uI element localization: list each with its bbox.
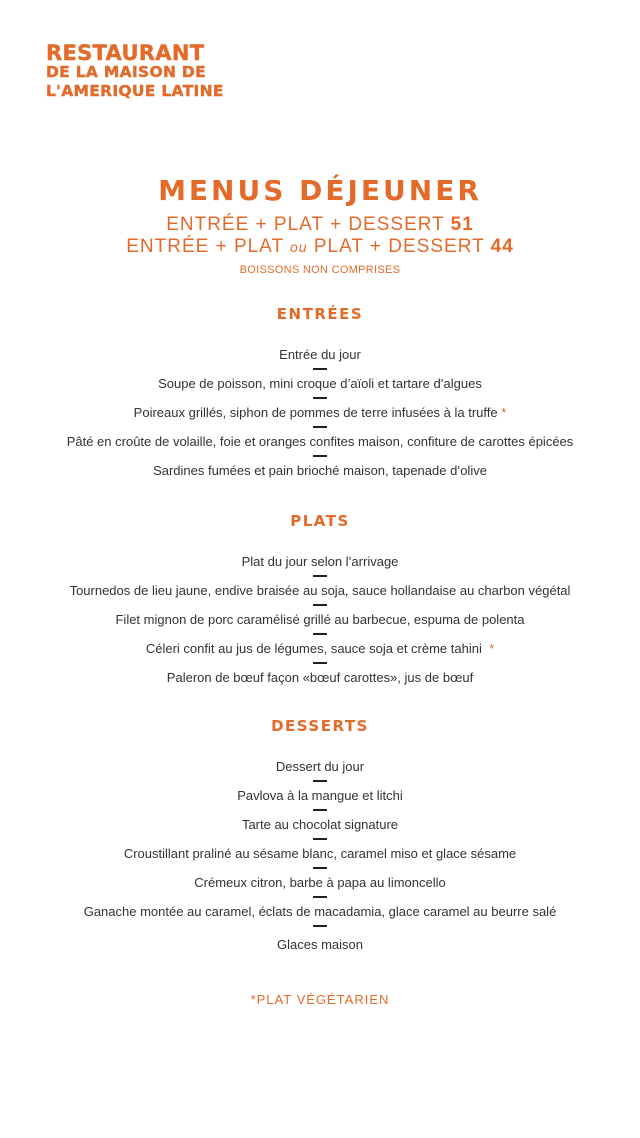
menu-title: MENUS DÉJEUNER (158, 174, 482, 207)
menu-item: Céleri confit au jus de légumes, sauce soja et crème tahini * (145, 641, 495, 656)
menu-item: Crémeux citron, barbe à papa au limoncello (194, 875, 446, 890)
formula-two-course (0, 236, 640, 258)
vegetarian-star: * (501, 405, 507, 420)
logo-line-3: L'AMERIQUE LATINE (46, 82, 224, 100)
vegetarian-star: * (489, 641, 495, 656)
separator-dash (0, 833, 640, 846)
separator-dash (0, 775, 640, 788)
separator-dash (0, 570, 640, 583)
formula-two-part1: ENTRÉE + PLAT (126, 236, 284, 257)
vegetarian-legend (0, 992, 640, 1007)
separator-dash (0, 804, 640, 817)
separator-dash (0, 392, 640, 405)
menu-item: Glaces maison (277, 937, 363, 952)
vegetarian-star: * (250, 992, 257, 1007)
menu-item: Croustillant praliné au sésame blanc, caramel miso et glace sésame (123, 846, 517, 861)
menu-item: Filet mignon de porc caramélisé grillé au barbecue, espuma de polenta (115, 612, 525, 627)
menu-item: Soupe de poisson, mini croque d’aïoli et tartare d’algues (158, 376, 482, 391)
separator-dash (0, 450, 640, 463)
vegetarian-legend-text: PLAT VÉGÉTARIEN (256, 992, 390, 1007)
separator-dash (0, 421, 640, 434)
menu-item: Dessert du jour (275, 759, 365, 774)
formula-full-text: ENTRÉE + PLAT + DESSERT (166, 214, 445, 235)
formula-full-price: 51 (450, 214, 474, 235)
menu-item: Pavlova à la mangue et litchi (237, 788, 403, 803)
menu-item: Sardines fumées et pain brioché maison, tapenade d’olive (153, 463, 487, 478)
menu-item: Ganache montée au caramel, éclats de macadamia, glace caramel au beurre salé (83, 904, 557, 919)
separator-dash (0, 599, 640, 612)
menu-item: Entrée du jour (279, 347, 361, 362)
formula-two-part2: PLAT + DESSERT (313, 236, 485, 257)
drinks-note: BOISSONS NON COMPRISES (239, 264, 401, 276)
section-desserts (0, 717, 640, 953)
logo-line-1: RESTAURANT (46, 41, 205, 65)
menu-item: Tournedos de lieu jaune, endive braisée au soja, sauce hollandaise au charbon végétal (69, 583, 571, 598)
menu-item: Pâté en croûte de volaille, foie et oranges confites maison, confiture de carottes épicées (66, 434, 574, 449)
menu-item: Paleron de bœuf façon «bœuf carottes», jus de bœuf (166, 670, 474, 685)
logo-line-2: DE LA MAISON DE (46, 63, 206, 81)
menu-item: Tarte au chocolat signature (241, 817, 399, 832)
section-entrees (0, 305, 640, 479)
separator-dash (0, 363, 640, 376)
formula-two-price: 44 (490, 236, 514, 257)
menu-item: Poireaux grillés, siphon de pommes de terre infusées à la truffe * (133, 405, 507, 420)
menu-item: Plat du jour selon l’arrivage (241, 554, 399, 569)
restaurant-logo (46, 41, 224, 101)
section-plats (0, 512, 640, 686)
separator-dash (0, 628, 640, 641)
section-title: PLATS (290, 512, 350, 530)
section-title: ENTRÉES (276, 305, 364, 323)
separator-dash (0, 657, 640, 670)
separator-dash (0, 920, 640, 933)
separator-dash (0, 862, 640, 875)
section-title: DESSERTS (271, 717, 369, 735)
separator-dash (0, 891, 640, 904)
formula-full (0, 214, 640, 236)
formula-two-or: ou (290, 239, 308, 255)
